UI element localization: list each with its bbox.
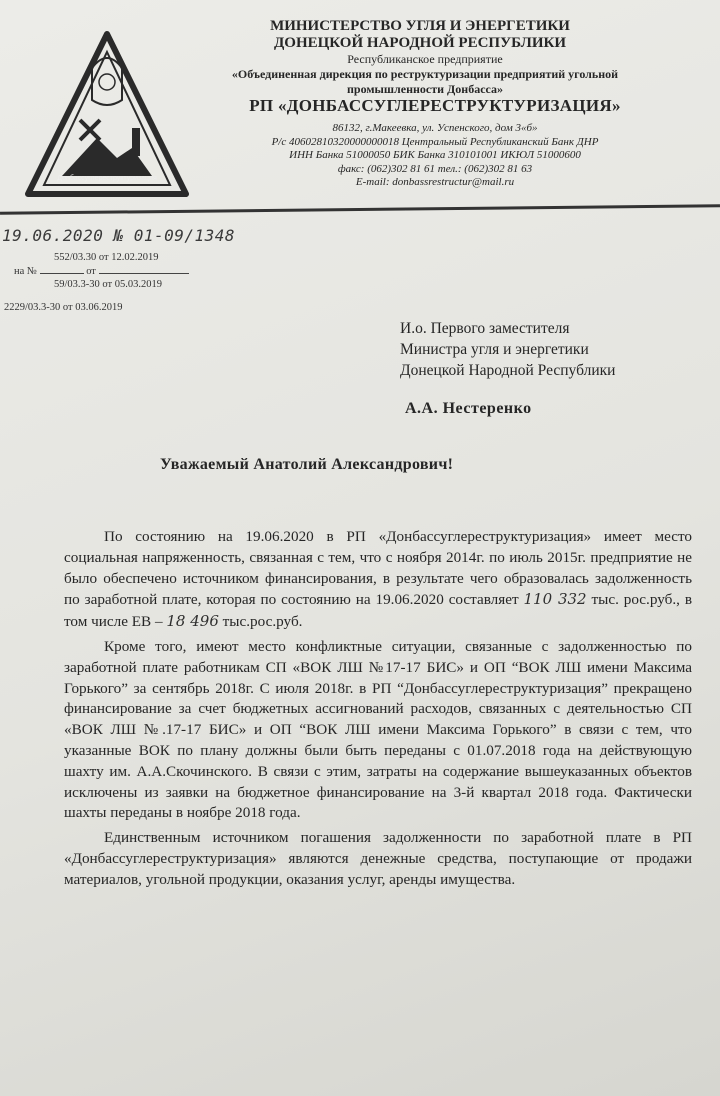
addressee-line-3: Донецкой Народной Республики xyxy=(400,362,616,379)
reference-1: 552/03.30 от 12.02.2019 xyxy=(54,252,159,263)
reference-label xyxy=(14,266,189,277)
ministry-line-2: ДОНЕЦКОЙ НАРОДНОЙ РЕСПУБЛИКИ xyxy=(273,35,567,51)
phone-fax: факс: (062)302 81 61 тел.: (062)302 81 63 xyxy=(337,162,533,175)
paragraph-1: По состоянию на 19.06.2020 в РП «Донбассуглереструктуризация» имеет место социальная напряженность, связанная с тем, что с ноября 2014г. по июль 2015г. предприятие не было обеспечено источником финансирования, в результате чего образовалась задолженность по заработной плате, которая по состоянию на 19.06.2020 составляет 110 332 тыс. рос.руб., в том числе ЕВ – 18 496 тыс.рос.руб. xyxy=(64,528,692,631)
addressee-line-2: Министра угля и энергетики xyxy=(400,341,589,358)
debt-ev: 18 496 xyxy=(166,612,219,631)
bank-details-1: Р/с 40602810320000000018 Центральный Республиканский Банк ДНР xyxy=(271,135,599,148)
header-divider xyxy=(0,204,720,215)
ministry-title xyxy=(210,18,630,52)
reference-3: 2229/03.3-30 от 03.06.2019 xyxy=(4,302,123,313)
ministry-line-1: МИНИСТЕРСТВО УГЛЯ И ЭНЕРГЕТИКИ xyxy=(270,18,570,34)
letter-body xyxy=(64,527,692,895)
emblem-text: Донбассуглереструктуризация xyxy=(57,175,157,182)
label-ot: от xyxy=(86,266,96,277)
org-address: 86132, г.Макеевка, ул. Успенского, дом 3«б» xyxy=(332,122,538,134)
handwritten-reg-number: 19.06.2020 № 01-09/1348 xyxy=(2,226,236,245)
debt-total: 110 332 xyxy=(523,590,587,609)
org-full-line-2: промышленности Донбасса» xyxy=(346,82,504,96)
addressee-name: А.А. Нестеренко xyxy=(405,400,532,417)
org-type: Республиканское предприятие xyxy=(347,52,503,66)
bank-details-2: ИНН Банка 51000050 БИК Банка 310101001 ИКЮЛ 51000600 xyxy=(289,149,581,161)
addressee-block xyxy=(400,318,615,381)
label-na: на № xyxy=(14,266,37,277)
org-name: РП «ДОНБАССУГЛЕРЕСТРУКТУРИЗАЦИЯ» xyxy=(249,96,621,115)
registration-number xyxy=(2,226,235,245)
reference-2: 59/03.3-30 от 05.03.2019 xyxy=(54,279,162,290)
addressee-line-1: И.о. Первого заместителя xyxy=(400,320,570,337)
paragraph-2: Кроме того, имеют место конфликтные ситуации, связанные с задолженностью по заработной плате работникам СП «ВОК ЛШ №17-17 БИС» и ОП “ВОК ЛШ имени Максима Горького” за сентябрь 2018г. С июля 2018г. в РП “Донбассуглереструктуризация” прекращено финансирование за счет бюджетных ассигнований расходов, связанных с деятельностью СП «ВОК ЛШ №.17-17 БИС» и ОП “ВОК ЛШ имени Максима Горького” в связи с тем, что указанные ВОК по плану должны были быть переданы с 01.07.2018 года на действующую шахту им. А.А.Скочинского. В связи с этим, затраты на содержание вышеуказанных объектов исключены из заявки на бюджетное финансирование на 3-й квартал 2018 года. Фактически шахты переданы в ноябре 2018 года. xyxy=(64,637,692,822)
paragraph-3: Единственным источником погашения задолженности по заработной плате в РП «Донбассуглереструктуризация» являются денежные средства, поступающие от продажи материалов, угольной продукции, оказания услуг, аренды имущества. xyxy=(64,829,692,888)
company-emblem-icon xyxy=(22,28,192,203)
organization-description xyxy=(195,52,655,97)
greeting: Уважаемый Анатолий Александрович! xyxy=(160,456,454,473)
email: E-mail: donbassrestructur@mail.ru xyxy=(355,176,515,188)
contact-block xyxy=(220,122,650,190)
org-full-line-1: «Объединенная дирекция по реструктуризации предприятий угольной xyxy=(231,67,619,81)
